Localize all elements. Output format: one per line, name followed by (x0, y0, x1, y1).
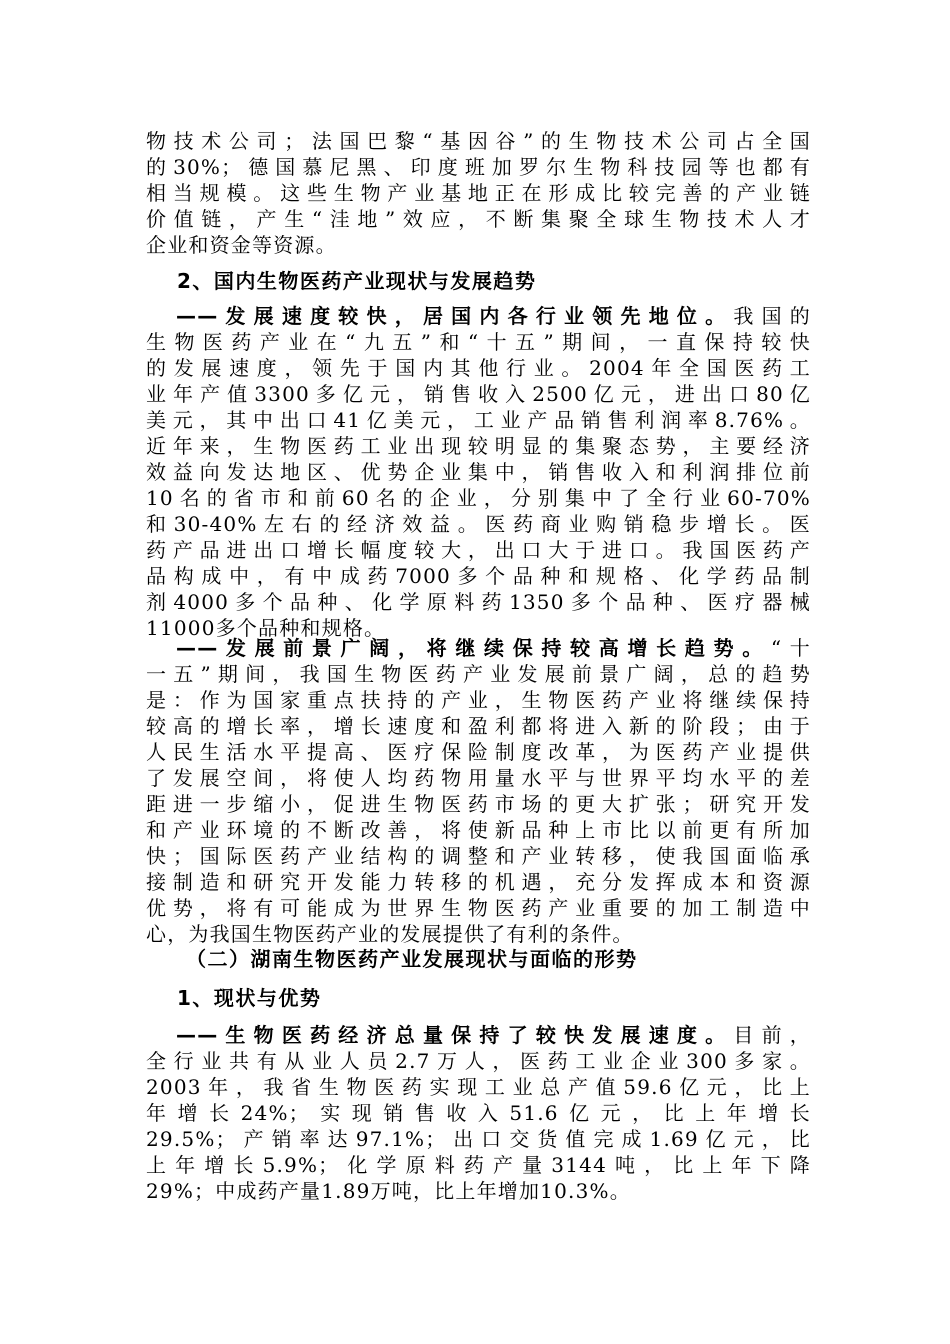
section-heading-hunan: （二）湖南生物医药产业发展现状与面临的形势 (186, 947, 638, 971)
paragraph-2-line-9: 和30-40%左右的经济效益。医药商业购销稳步增长。医 (146, 512, 811, 536)
paragraph-4-line-7: 29%；中成药产量1.89万吨，比上年增加10.3%。 (146, 1179, 631, 1203)
paragraph-2-line-13: 11000多个品种和规格。 (146, 616, 386, 640)
paragraph-3-line-9: 快；国际医药产业结构的调整和产业转移，使我国面临承 (146, 844, 811, 868)
paragraph-3-line-7: 距进一步缩小，促进生物医药市场的更大扩张；研究开发 (146, 792, 811, 816)
paragraph-4-line-4: 年增长24%；实现销售收入51.6亿元，比上年增长 (146, 1101, 811, 1125)
paragraph-2-line-6: 近年来，生物医药工业出现较明显的集聚态势，主要经济 (146, 434, 811, 458)
paragraph-4-line-2: 全行业共有从业人员2.7万人，医药工业企业300多家。 (146, 1049, 811, 1073)
paragraph-4-line-5: 29.5%；产销率达97.1%；出口交货值完成1.69亿元，比 (146, 1127, 811, 1151)
paragraph-4-line-3: 2003年，我省生物医药实现工业总产值59.6亿元，比上 (146, 1075, 811, 1099)
subsection-heading-1: 1、现状与优势 (177, 986, 322, 1010)
paragraph-3-line-1-rest: “十 (770, 636, 811, 660)
paragraph-3-line-4: 较高的增长率，增长速度和盈利都将进入新的阶段；由于 (146, 714, 811, 738)
paragraph-3-line-8: 和产业环境的不断改善，将使新品种上市比以前更有所加 (146, 818, 811, 842)
paragraph-3-line-2: 一五”期间，我国生物医药产业发展前景广阔，总的趋势 (146, 662, 811, 686)
paragraph-2-line-7: 效益向发达地区、优势企业集中，销售收入和利润排位前 (146, 460, 811, 484)
paragraph-2-lead: ——发展速度较快，居国内各行业领先地位。 (176, 304, 734, 328)
paragraph-4-lead: ——生物医药经济总量保持了较快发展速度。 (176, 1023, 734, 1047)
paragraph-2-line-8: 10名的省市和前60名的企业，分别集中了全行业60-70% (146, 486, 811, 510)
paragraph-2-line-4: 业年产值3300多亿元，销售收入2500亿元，进出口80亿 (146, 382, 811, 406)
paragraph-2-line-1 (146, 303, 811, 329)
paragraph-3-line-12: 心，为我国生物医药产业的发展提供了有利的条件。 (146, 922, 634, 946)
paragraph-1-line-4: 价值链，产生“洼地”效应，不断集聚全球生物技术人才 (146, 207, 811, 231)
paragraph-2-line-10: 药产品进出口增长幅度较大，出口大于进口。我国医药产 (146, 538, 811, 562)
paragraph-1-line-3: 相当规模。这些生物产业基地正在形成比较完善的产业链 (146, 181, 811, 205)
paragraph-3-line-5: 人民生活水平提高、医疗保险制度改革，为医药产业提供 (146, 740, 811, 764)
paragraph-3-line-6: 了发展空间，将使人均药物用量水平与世界平均水平的差 (146, 766, 811, 790)
paragraph-1-line-5: 企业和资金等资源。 (146, 233, 337, 257)
paragraph-2-line-11: 品构成中，有中成药7000多个品种和规格、化学药品制 (146, 564, 811, 588)
paragraph-2-line-12: 剂4000多个品种、化学原料药1350多个品种、医疗器械 (146, 590, 811, 614)
paragraph-3-line-10: 接制造和研究开发能力转移的机遇，充分发挥成本和资源 (146, 870, 811, 894)
paragraph-2-line-5: 美元，其中出口41亿美元，工业产品销售利润率8.76%。 (146, 408, 811, 432)
paragraph-3-lead: ——发展前景广阔，将继续保持较高增长趋势。 (176, 636, 771, 660)
paragraph-2-line-3: 的发展速度，领先于国内其他行业。2004年全国医药工 (146, 356, 811, 380)
paragraph-1-line-1: 物技术公司；法国巴黎“基因谷”的生物技术公司占全国 (146, 129, 811, 153)
paragraph-2-line-1-rest: 我国的 (733, 304, 811, 328)
paragraph-4-line-1-rest: 目前， (733, 1023, 811, 1047)
paragraph-3-line-1 (146, 635, 811, 661)
paragraph-4-line-1 (146, 1022, 811, 1048)
paragraph-3-line-11: 优势，将有可能成为世界生物医药产业重要的加工制造中 (146, 896, 811, 920)
section-heading-2: 2、国内生物医药产业现状与发展趋势 (177, 269, 537, 293)
paragraph-1-line-2: 的30%；德国慕尼黑、印度班加罗尔生物科技园等也都有 (146, 155, 811, 179)
paragraph-4-line-6: 上年增长5.9%；化学原料药产量3144吨，比上年下降 (146, 1153, 811, 1177)
paragraph-3-line-3: 是：作为国家重点扶持的产业，生物医药产业将继续保持 (146, 688, 811, 712)
paragraph-2-line-2: 生物医药产业在“九五”和“十五”期间，一直保持较快 (146, 330, 811, 354)
